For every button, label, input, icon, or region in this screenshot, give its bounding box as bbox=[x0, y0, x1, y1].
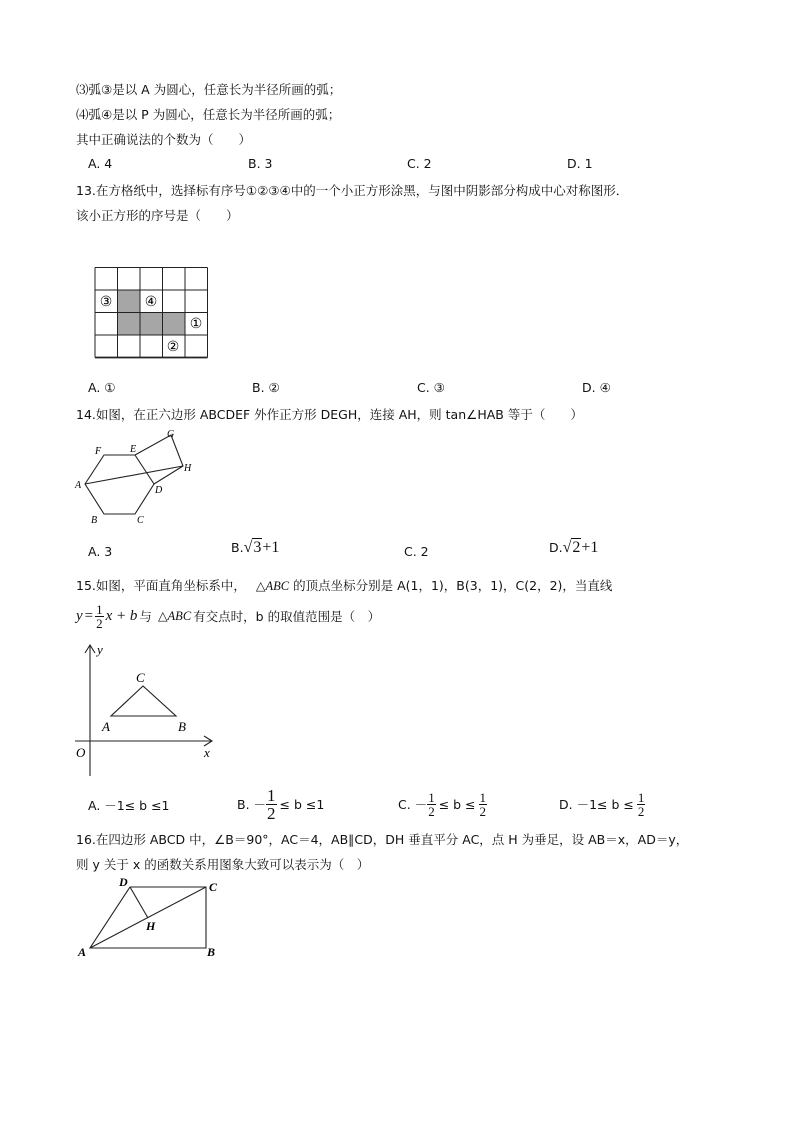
hexagon-figure bbox=[72, 425, 202, 527]
question-13-line1: 13.在方格纸中，选择标有序号①②③④中的一个小正方形涂黑，与图中阴影部分构成中心对称图形． bbox=[76, 183, 629, 198]
q13-option-b: B. ② bbox=[252, 380, 280, 395]
q12-option-a: A. 4 bbox=[88, 156, 113, 171]
grid-label-3: ③ bbox=[99, 295, 113, 310]
question-13-line2: 该小正方形的序号是（ ） bbox=[76, 208, 239, 223]
q15-option-d: D. －1≤ b ≤ $\frac{1}{2}$ bbox=[559, 789, 645, 819]
grid-label-2: ② bbox=[166, 340, 180, 355]
point-D: D bbox=[119, 875, 128, 889]
point-B: B bbox=[178, 719, 186, 734]
grid-label-4: ④ bbox=[144, 295, 158, 310]
q12-option-d: D. 1 bbox=[567, 156, 593, 171]
question-15-line1: 15.如图，平面直角坐标系中， △ABC 的顶点坐标分别是 A(1，1)，B(3，1)，C(2，2)，当直线 bbox=[76, 578, 613, 593]
shaded-cell bbox=[118, 313, 141, 336]
q15-option-c: C. － $\frac{1}{2}$ ≤ b ≤ $\frac{1}{2}$ bbox=[398, 789, 487, 819]
point-E: E bbox=[130, 444, 137, 455]
point-C: C bbox=[209, 880, 218, 894]
point-H: H bbox=[146, 919, 156, 933]
point-C: C bbox=[137, 515, 144, 526]
question-15-line2: y = $\frac{1}{2}$ x + b 与 △ABC 有交点时，b 的取值范围是（ ） bbox=[76, 601, 381, 631]
point-G: G bbox=[167, 429, 175, 440]
question-14: 14.如图，在正六边形 ABCDEF 外作正方形 DEGH，连接 AH，则 tan∠HAB 等于（ ） bbox=[76, 407, 583, 422]
grid-figure bbox=[90, 265, 212, 360]
point-C: C bbox=[136, 670, 145, 685]
shaded-cell bbox=[163, 313, 186, 336]
q14-option-a: A. 3 bbox=[88, 544, 113, 559]
coordinate-figure bbox=[70, 640, 220, 778]
q13-option-d: D. ④ bbox=[582, 380, 611, 395]
point-D: D bbox=[155, 485, 163, 496]
point-A: A bbox=[75, 480, 82, 491]
shaded-cell bbox=[118, 290, 141, 313]
axis-x-label: x bbox=[204, 745, 210, 760]
q15-option-b: B. － $\frac{1}{2}$ ≤ b ≤1 bbox=[237, 785, 325, 823]
q14-option-d: D.√2+1 bbox=[549, 539, 599, 556]
q14-option-b: B.√3+1 bbox=[231, 539, 280, 556]
point-H: H bbox=[184, 463, 192, 474]
axis-y-label: y bbox=[97, 642, 103, 657]
shaded-cell bbox=[140, 313, 163, 336]
statement-3: ⑶弧③是以 A 为圆心，任意长为半径所画的弧； bbox=[76, 82, 342, 97]
question-16-line2: 则 y 关于 x 的函数关系用图象大致可以表示为（ ） bbox=[76, 857, 370, 872]
question-16-line1: 16.在四边形 ABCD 中，∠B＝90°，AC＝4，AB∥CD，DH 垂直平分 AC，点 H 为垂足，设 AB＝x，AD＝y， bbox=[76, 832, 689, 847]
point-A: A bbox=[78, 945, 87, 959]
q13-option-c: C. ③ bbox=[417, 380, 445, 395]
point-B: B bbox=[91, 515, 98, 526]
quadrilateral-figure bbox=[74, 872, 224, 962]
grid-label-1: ① bbox=[189, 317, 203, 332]
statement-4: ⑷弧④是以 P 为圆心，任意长为半径所画的弧； bbox=[76, 107, 341, 122]
q13-option-a: A. ① bbox=[88, 380, 116, 395]
point-A: A bbox=[102, 719, 110, 734]
origin-label: O bbox=[76, 745, 86, 760]
q15-option-a: A. －1≤ b ≤1 bbox=[88, 798, 170, 813]
q14-option-c: C. 2 bbox=[404, 544, 429, 559]
q12-option-b: B. 3 bbox=[248, 156, 273, 171]
question-12-prompt: 其中正确说法的个数为（ ） bbox=[76, 132, 252, 147]
point-B: B bbox=[207, 945, 216, 959]
q12-option-c: C. 2 bbox=[407, 156, 432, 171]
point-F: F bbox=[95, 446, 102, 457]
